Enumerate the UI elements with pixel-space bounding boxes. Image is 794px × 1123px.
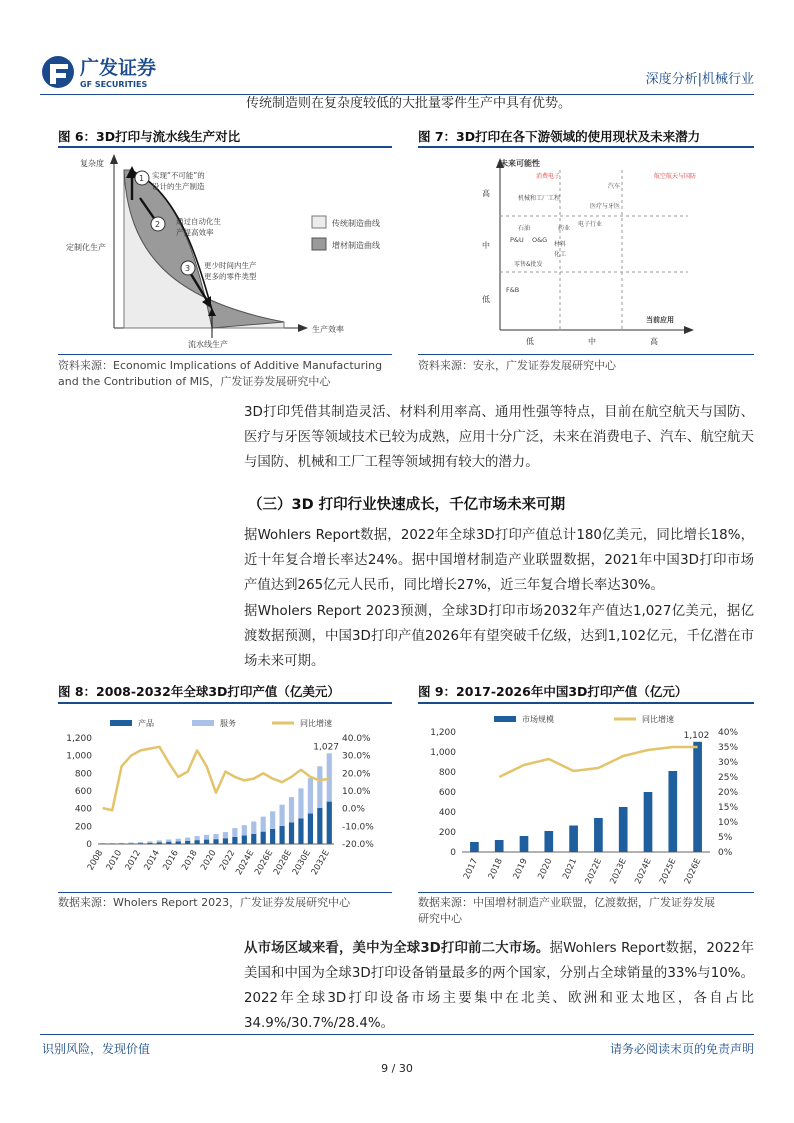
fig7-ytick-mid: 中 xyxy=(482,241,490,250)
fig9-ytick-left: 1,000 xyxy=(430,748,456,758)
fig8-xtick: 2018 xyxy=(180,848,200,873)
fig8-bar-service xyxy=(298,788,303,818)
fig6-note3-num: 3 xyxy=(185,264,191,273)
fig8-bar-service xyxy=(223,832,228,838)
fig8-xtick: 2016 xyxy=(161,848,181,873)
fig7-item-pu: P&U xyxy=(510,236,524,244)
fig9-bar xyxy=(569,826,578,853)
fig9-ytick-left: 0 xyxy=(450,848,456,858)
fig9-top-line xyxy=(418,702,754,704)
fig9-ytick-right: 0% xyxy=(718,848,733,858)
fig8-xtick: 2014 xyxy=(142,848,162,873)
fig7-bottom-line xyxy=(418,354,754,355)
fig9-growth-line xyxy=(499,747,697,777)
fig9-title: 图 9：2017-2026年中国3D打印产值（亿元） xyxy=(418,684,688,699)
fig8-bar-service xyxy=(119,843,124,844)
fig8-bar-service xyxy=(176,839,181,842)
fig8-xtick: 2026E xyxy=(253,848,276,877)
fig8-bar-product xyxy=(279,826,284,844)
fig8-ytick-left: 800 xyxy=(74,769,92,780)
fig9-bar xyxy=(644,792,653,852)
fig7-title: 图 7：3D打印在各下游领域的使用现状及未来潜力 xyxy=(418,129,701,144)
fig8-ytick-left: 1,000 xyxy=(66,751,92,762)
fig7-x-label: 当前应用 xyxy=(646,316,674,324)
paragraph-4-body: 据Wohlers Report数据，2022年美国和中国为全球3D打印设备销量最多的两个国家，分别占全球销量的33%与10%。2022年全球3D打印设备市场主要集中在北美、欧洲和亚太地区，各自占比34.9%/30.7%/28.4%。 xyxy=(244,941,754,1031)
fig7-source: 资料来源：安永，广发证券发展研究中心 xyxy=(418,359,616,372)
fig8-ytick-left: 0 xyxy=(86,840,92,850)
fig6-y-arrow-icon xyxy=(110,154,118,164)
fig8-legend-product-swatch xyxy=(110,720,132,726)
fig9-xtick: 2021 xyxy=(561,857,580,881)
fig8-xtick: 2022 xyxy=(217,848,238,873)
fig8-bar-product xyxy=(308,814,313,844)
fig8-bar-service xyxy=(308,778,313,813)
fig9-bar xyxy=(520,836,529,852)
fig9-bars xyxy=(470,742,702,852)
fig9-ytick-right: 25% xyxy=(718,773,739,783)
logo-circle-icon xyxy=(42,56,74,88)
fig9-xtick: 2024E xyxy=(633,857,654,886)
fig8-line xyxy=(103,747,330,811)
fig7-item-og: O&G xyxy=(532,236,548,244)
fig8-xtick: 2030E xyxy=(290,848,313,877)
fig8-bar-product xyxy=(204,840,209,844)
fig8-bar-product xyxy=(138,843,143,844)
fig6-legend1-swatch xyxy=(312,216,326,228)
fig9-axes xyxy=(430,728,738,886)
fig9-ytick-right: 35% xyxy=(718,743,739,753)
fig8-bar-service xyxy=(232,828,237,837)
fig7-item-medical: 医疗与牙医 xyxy=(590,203,621,210)
fig7-item-chem2: 化工 xyxy=(554,251,567,258)
fig6-note2-num: 2 xyxy=(155,220,161,229)
fig6-x-arrow-icon xyxy=(298,324,308,332)
fig9-xtick: 2020 xyxy=(536,857,555,881)
fig8-top-line xyxy=(58,702,392,704)
fig7-item-consumer: 消费电子 xyxy=(536,173,561,180)
fig8-chart xyxy=(58,706,392,890)
fig8-bar-product xyxy=(157,842,162,844)
fig8-bar-product xyxy=(128,843,133,844)
fig8-title: 图 8：2008-2032年全球3D打印产值（亿美元） xyxy=(58,684,340,699)
fig8-bar-service xyxy=(261,817,266,832)
fig9-source xyxy=(418,895,754,927)
fig9-ytick-left: 800 xyxy=(438,768,456,778)
fig8-ytick-left: 200 xyxy=(74,822,92,833)
fig8-bar-product xyxy=(298,818,303,844)
fig9-ytick-right: 30% xyxy=(718,758,739,768)
fig8-xtick: 2028E xyxy=(271,848,295,877)
fig8-bar-product xyxy=(185,841,190,844)
fig6-legend2-label: 增材制造曲线 xyxy=(332,241,380,250)
gf-logo xyxy=(40,52,240,92)
fig8-legend-service: 服务 xyxy=(220,719,236,728)
fig8-bar-product xyxy=(166,842,171,844)
fig8-ytick-right: -10.0% xyxy=(342,822,374,833)
fig8-bar-product xyxy=(232,837,237,844)
fig9-bar xyxy=(594,818,603,852)
fig9-source-line2: 研究中心 xyxy=(418,912,462,925)
fig8-ytick-right: 40.0% xyxy=(342,734,371,744)
fig9-xtick: 2019 xyxy=(511,857,530,881)
fig8-ytick-right: 10.0% xyxy=(342,787,371,797)
fig8-source: 数据来源：Wholers Report 2023，广发证券发展研究中心 xyxy=(58,896,351,909)
fig9-bottom-line xyxy=(418,892,754,893)
fig8-bar-product xyxy=(317,808,322,844)
fig7-xtick-low: 低 xyxy=(526,337,534,346)
page-header xyxy=(40,44,754,94)
fig8-bar-product xyxy=(242,836,247,844)
fig6-legend2-swatch xyxy=(312,238,326,250)
fig6-y-label: 复杂度 xyxy=(80,159,104,168)
fig8-bar-product xyxy=(223,838,228,844)
fig8-bar-service xyxy=(128,842,133,843)
fig9-xtick: 2017 xyxy=(461,857,481,881)
fig7-item-pharma: 药业 xyxy=(558,225,571,232)
fig6-note2-line1: 通过自动化生 xyxy=(176,217,221,226)
fig8-legend-growth: 同比增速 xyxy=(300,719,332,728)
fig8-bar-service xyxy=(166,839,171,841)
fig8-xtick: 2032E xyxy=(309,848,332,877)
fig7-item-chem1: 材料 xyxy=(554,241,567,248)
fig6-source-line1: 资料来源：Economic Implications of Additive Manufacturing xyxy=(58,359,383,372)
fig9-bar xyxy=(495,840,504,852)
fig8-bar-service xyxy=(138,842,143,843)
footer-disclaimer: 请务必阅读末页的免责声明 xyxy=(609,1042,754,1056)
fig9-ytick-right: 20% xyxy=(718,788,739,798)
fig9-line xyxy=(499,747,697,777)
section-heading: （三）3D 打印行业快速成长，千亿市场未来可期 xyxy=(248,497,566,513)
fig9-xtick: 2025E xyxy=(658,857,679,886)
fig8-xtick: 2020 xyxy=(199,848,219,873)
fig9-ytick-left: 200 xyxy=(438,828,456,838)
fig6-note1-line2: 设计的生产制造 xyxy=(152,182,205,191)
fig6-x-label: 生产效率 xyxy=(312,325,344,334)
fig8-bar-service xyxy=(251,821,256,833)
fig8-bar-service xyxy=(317,766,322,808)
paragraph-2: 据Wohlers Report数据，2022年全球3D打印产值总计180亿美元，同比增长18%，近十年复合增长率达24%。据中国增材制造产业联盟数据，2021年中国3D打印市场产值达到265亿元人民币，同比增长27%，近三年复合增长率达30%。 xyxy=(244,528,754,593)
fig8-legend-service-swatch xyxy=(192,720,214,726)
fig7-xtick-mid: 中 xyxy=(588,337,596,346)
fig7-item-electronics: 电子行业 xyxy=(578,221,603,228)
fig7-ytick-high: 高 xyxy=(482,189,490,198)
fig6-note1-num: 1 xyxy=(139,174,145,183)
fig9-legend-growth: 同比增速 xyxy=(642,715,674,724)
fig9-ytick-right: 10% xyxy=(718,818,739,828)
footer-divider xyxy=(40,1034,754,1035)
fig9-annotation: 1,102 xyxy=(683,730,710,741)
paragraph-3: 据Wholers Report 2023预测，全球3D打印市场2032年产值达1,027亿美元，据亿渡数据预测，中国3D打印产值2026年有望突破千亿级，达到1,102亿元，千亿潜在市场未来可期。 xyxy=(244,604,754,669)
fig8-bar-product xyxy=(176,841,181,844)
fig9-bar xyxy=(470,842,479,852)
fig6-source xyxy=(58,358,392,390)
fig6-title: 图 6：3D打印与流水线生产对比 xyxy=(58,129,241,144)
fig6-note1-line1: 实现“不可能”的 xyxy=(152,171,205,180)
fig9-ytick-left: 600 xyxy=(438,788,456,798)
fig8-bar-service xyxy=(327,753,332,801)
fig7-item-oil: 石油 xyxy=(518,225,531,232)
fig9-xtick: 2022E xyxy=(583,857,605,886)
fig6-bottom-label: 流水线生产 xyxy=(188,340,228,349)
fig8-bar-service xyxy=(270,811,275,829)
fig8-bar-service xyxy=(279,805,284,826)
fig6-left-label: 定制化生产 xyxy=(66,243,106,252)
fig7-item-auto: 汽车 xyxy=(608,183,621,190)
fig8-xtick: 2008 xyxy=(85,848,106,873)
fig8-bar-service xyxy=(204,835,209,840)
fig7-item-retail: 零售&批发 xyxy=(514,261,543,268)
page-number: 9 / 30 xyxy=(381,1062,413,1075)
fig9-xtick: 2026E xyxy=(682,857,704,886)
fig6-note3-line2: 更多的零件类型 xyxy=(204,272,257,281)
fig8-bar-product xyxy=(251,834,256,844)
fig9-source-line1: 数据来源：中国增材制造产业联盟，亿渡数据，广发证券发展 xyxy=(418,896,715,909)
fig8-xtick: 2010 xyxy=(104,848,125,873)
fig8-ytick-left: 600 xyxy=(74,787,92,797)
fig9-chart xyxy=(418,706,754,890)
fig8-bar-product xyxy=(270,829,275,844)
fig8-bar-product xyxy=(327,802,332,844)
fig8-ytick-left: 1,200 xyxy=(66,734,92,744)
fig8-xtick: 2012 xyxy=(123,848,144,873)
fig8-bar-product xyxy=(195,840,200,844)
fig8-legend-product: 产品 xyxy=(138,719,154,728)
fig6-note2-line2: 产提高效率 xyxy=(176,228,214,237)
intro-text: 传统制造则在复杂度较低的大批量零件生产中具有优势。 xyxy=(246,96,572,111)
fig7-y-label: 未来可能性 xyxy=(500,159,540,168)
fig8-bar-product xyxy=(289,822,294,844)
fig8-xtick: 2024E xyxy=(234,848,257,877)
fig8-bar-service xyxy=(213,834,218,839)
fig8-bar-service xyxy=(242,825,247,835)
footer-slogan: 识别风险，发现价值 xyxy=(42,1042,151,1056)
fig8-bar-service xyxy=(195,836,200,840)
fig6-diagram xyxy=(58,150,392,352)
fig8-bar-service xyxy=(289,797,294,822)
fig7-item-fb: F&B xyxy=(506,286,520,294)
fig9-ytick-right: 15% xyxy=(718,803,739,813)
fig8-bar-product xyxy=(147,843,152,844)
fig9-ytick-left: 400 xyxy=(438,808,456,818)
fig8-ytick-right: 20.0% xyxy=(342,769,371,780)
fig9-bar xyxy=(693,742,702,852)
paragraph-1: 3D打印凭借其制造灵活、材料利用率高、通用性强等特点，目前在航空航天与国防、医疗与牙医等领域技术已较为成熟，应用十分广泛，未来在消费电子、汽车、航空航天与国防、机械和工厂工程等领域拥有较大的潜力。 xyxy=(244,405,754,470)
fig8-bar-product xyxy=(119,843,124,844)
fig8-ytick-left: 400 xyxy=(74,804,92,815)
fig7-ytick-low: 低 xyxy=(482,295,490,304)
fig7-item-machinery: 机械和工厂工程 xyxy=(518,195,561,202)
fig8-bars xyxy=(100,753,332,844)
fig8-bar-service xyxy=(147,841,152,842)
fig8-bar-service xyxy=(185,838,190,841)
fig7-top-line xyxy=(418,146,754,148)
fig9-legend-size-swatch xyxy=(494,716,516,722)
logo-en-text: GF SECURITIES xyxy=(80,80,148,89)
fig7-item-aero: 航空航天与国防 xyxy=(654,173,697,180)
fig6-bottom-line xyxy=(58,354,392,355)
fig8-growth-line xyxy=(103,747,330,811)
fig6-note3-line1: 更少时间内生产 xyxy=(204,261,257,270)
paragraph-4-lead: 从市场区域来看，美中为全球3D打印前二大市场。 xyxy=(244,941,550,956)
fig6-legend1-label: 传统制造曲线 xyxy=(332,219,380,228)
fig9-xtick: 2018 xyxy=(486,857,505,881)
header-category: 深度分析|机械行业 xyxy=(645,72,754,87)
fig8-ytick-right: 30.0% xyxy=(342,751,371,762)
fig8-bottom-line xyxy=(58,892,392,893)
fig8-bar-product xyxy=(213,839,218,844)
fig8-bar-product xyxy=(261,832,266,844)
fig7-x-arrow-icon xyxy=(684,326,694,334)
fig7-matrix xyxy=(418,150,754,352)
fig9-ytick-left: 1,200 xyxy=(430,728,456,738)
fig9-xtick: 2023E xyxy=(608,857,629,886)
fig9-ytick-right: 5% xyxy=(718,833,733,843)
fig9-legend xyxy=(494,714,674,724)
fig8-ytick-right: 0.0% xyxy=(342,804,365,815)
fig9-ytick-right: 40% xyxy=(718,728,739,738)
fig8-legend xyxy=(110,718,332,728)
fig9-legend-size: 市场规模 xyxy=(522,715,554,724)
fig9-bar xyxy=(544,831,553,852)
fig9-bar xyxy=(668,771,677,852)
fig6-top-line xyxy=(58,146,392,148)
paragraph-4 xyxy=(244,936,754,1036)
fig7-xtick-high: 高 xyxy=(650,337,658,346)
fig8-ytick-right: -20.0% xyxy=(342,840,374,850)
logo-cn-text: 广发证券 xyxy=(80,57,157,79)
fig6-source-line2: and the Contribution of MIS，广发证券发展研究中心 xyxy=(58,375,331,388)
fig9-bar xyxy=(619,807,628,852)
fig8-bar-service xyxy=(157,840,162,842)
fig8-annotation: 1,027 xyxy=(313,742,340,753)
